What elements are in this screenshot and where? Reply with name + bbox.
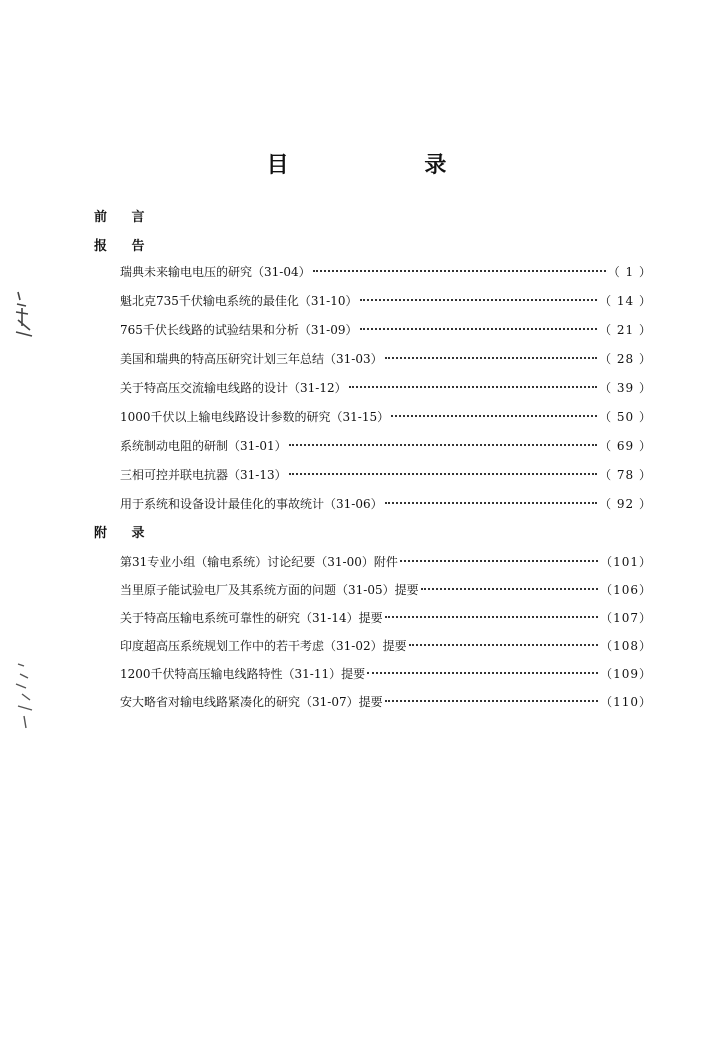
page-number: （ 50 ）: [599, 410, 652, 424]
page-number: （ 92 ）: [599, 497, 652, 511]
entry-title: 1200千伏特高压输电线路特性（31-11）提要: [120, 667, 366, 681]
toc-entry: [120, 581, 652, 601]
dot-leader: [313, 270, 606, 272]
dot-leader: [385, 700, 598, 702]
toc-entry: [120, 466, 652, 486]
dot-leader: [367, 672, 598, 674]
dot-leader: [400, 560, 598, 562]
toc-entry: [120, 495, 652, 515]
dot-leader: [409, 644, 598, 646]
dot-leader: [360, 299, 598, 301]
toc-entry: [120, 553, 652, 573]
dot-leader: [360, 328, 598, 330]
toc-entry: [120, 609, 652, 629]
toc-entry: [120, 263, 652, 283]
toc-entry: [120, 292, 652, 312]
entry-title: 系统制动电阻的研制（31-01）: [120, 439, 287, 453]
page-number: （ 1 ）: [607, 265, 652, 279]
dot-leader: [385, 616, 598, 618]
page-number: （110）: [600, 695, 652, 709]
page-number: （ 28 ）: [599, 352, 652, 366]
dot-leader: [385, 502, 597, 504]
page-number: （109）: [600, 667, 652, 681]
entry-title: 当里原子能试验电厂及其系统方面的问题（31-05）提要: [120, 583, 419, 597]
page-number: （ 69 ）: [599, 439, 652, 453]
entry-title: 1000千伏以上输电线路设计参数的研究（31-15）: [120, 410, 390, 424]
entry-title: 安大略省对输电线路紧凑化的研究（31-07）提要: [120, 695, 383, 709]
page-number: （108）: [600, 639, 652, 653]
page-number: （ 21 ）: [599, 323, 652, 337]
dot-leader: [349, 386, 597, 388]
page-number: （107）: [600, 611, 652, 625]
entry-title: 第31专业小组（输电系统）讨论纪要（31-00）附件: [120, 555, 398, 569]
page-number: （106）: [600, 583, 652, 597]
entry-title: 用于系统和设备设计最佳化的事故统计（31-06）: [120, 497, 383, 511]
toc-entry: [120, 693, 652, 713]
entry-title: 关于特高压交流输电线路的设计（31-12）: [120, 381, 347, 395]
section-reports: 报 告: [94, 239, 155, 254]
entry-title: 魁北克735千伏输电系统的最佳化（31-10）: [120, 294, 358, 308]
page-number: （ 78 ）: [599, 468, 652, 482]
entry-title: 美国和瑞典的特高压研究计划三年总结（31-03）: [120, 352, 383, 366]
dot-leader: [391, 415, 597, 417]
margin-scan-mark: [14, 660, 40, 732]
toc-entry: [120, 350, 652, 370]
entry-title: 瑞典未来输电电压的研究（31-04）: [120, 265, 311, 279]
dot-leader: [385, 357, 597, 359]
toc-entry: [120, 408, 652, 428]
entry-title: 关于特高压输电系统可靠性的研究（31-14）提要: [120, 611, 383, 625]
section-appendix: 附 录: [94, 526, 155, 541]
toc-entry: [120, 379, 652, 399]
toc-entry: [120, 637, 652, 657]
page-number: （101）: [600, 555, 652, 569]
margin-scan-mark: [14, 290, 36, 342]
toc-entry: [120, 665, 652, 685]
entry-title: 三相可控并联电抗器（31-13）: [120, 468, 287, 482]
page-number: （ 39 ）: [599, 381, 652, 395]
dot-leader: [289, 473, 597, 475]
entry-title: 765千伏长线路的试验结果和分析（31-09）: [120, 323, 358, 337]
dot-leader: [421, 588, 598, 590]
toc-entry: [120, 437, 652, 457]
section-preface: 前 言: [94, 210, 155, 225]
page-number: （ 14 ）: [599, 294, 652, 308]
entry-title: 印度超高压系统规划工作中的若干考虑（31-02）提要: [120, 639, 407, 653]
page-title: 目 录: [266, 152, 511, 178]
toc-entry: [120, 321, 652, 341]
dot-leader: [289, 444, 597, 446]
